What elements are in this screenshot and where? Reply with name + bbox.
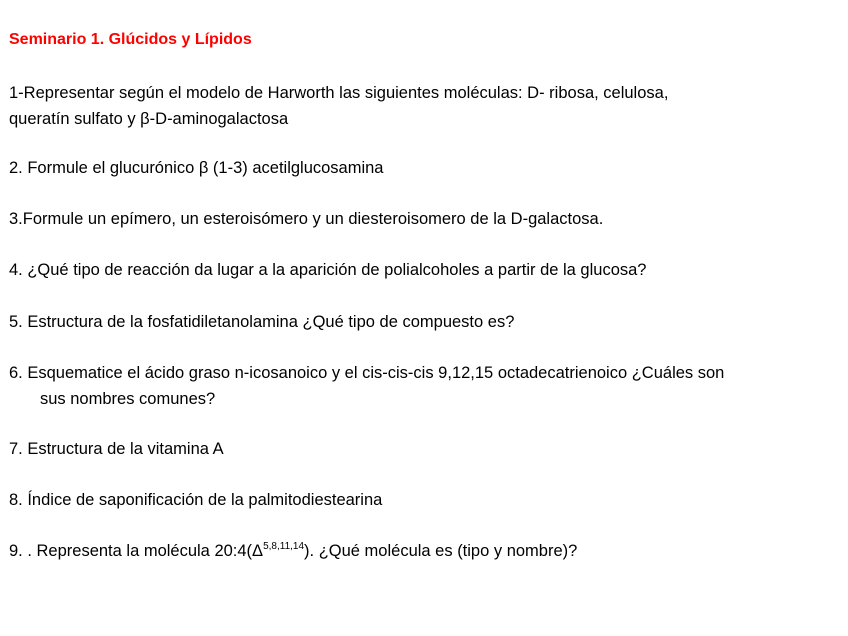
question-1 <box>9 80 668 132</box>
question-9 <box>9 538 577 564</box>
question-1-line-1: 1-Representar según el modelo de Harworth las siguientes moléculas: D- ribosa, celulosa, <box>9 84 669 102</box>
question-1-line-2: queratín sulfato y β-D-aminogalactosa <box>9 110 289 128</box>
question-9-suffix: ). ¿Qué molécula es (tipo y nombre)? <box>304 542 578 560</box>
question-8 <box>9 487 382 513</box>
question-2 <box>9 155 384 181</box>
document-title: Seminario 1. Glúcidos y Lípidos <box>9 31 252 48</box>
question-4 <box>9 257 646 283</box>
question-9-prefix: 9. . Representa la molécula 20:4(Δ <box>9 542 264 560</box>
question-9-superscript: 5,8,11,14 <box>263 541 305 552</box>
question-2-text: 2. Formule el glucurónico β (1-3) acetilglucosamina <box>9 159 384 177</box>
question-6 <box>9 360 724 412</box>
question-6-line-1: 6. Esquematice el ácido graso n-icosanoico y el cis-cis-cis 9,12,15 octadecatrienoico ¿Cuáles son <box>9 364 725 382</box>
question-4-text: 4. ¿Qué tipo de reacción da lugar a la aparición de polialcoholes a partir de la glucosa? <box>9 261 647 279</box>
question-5-text: 5. Estructura de la fosfatidiletanolamina ¿Qué tipo de compuesto es? <box>9 313 515 331</box>
question-3-text: 3.Formule un epímero, un esteroisómero y un diesteroisomero de la D-galactosa. <box>9 210 604 228</box>
question-6-line-2: sus nombres comunes? <box>40 390 216 408</box>
question-7-text: 7. Estructura de la vitamina A <box>9 440 224 458</box>
question-3 <box>9 206 603 232</box>
question-7 <box>9 436 224 462</box>
question-8-text: 8. Índice de saponificación de la palmitodiestearina <box>9 491 383 509</box>
question-5 <box>9 309 514 335</box>
